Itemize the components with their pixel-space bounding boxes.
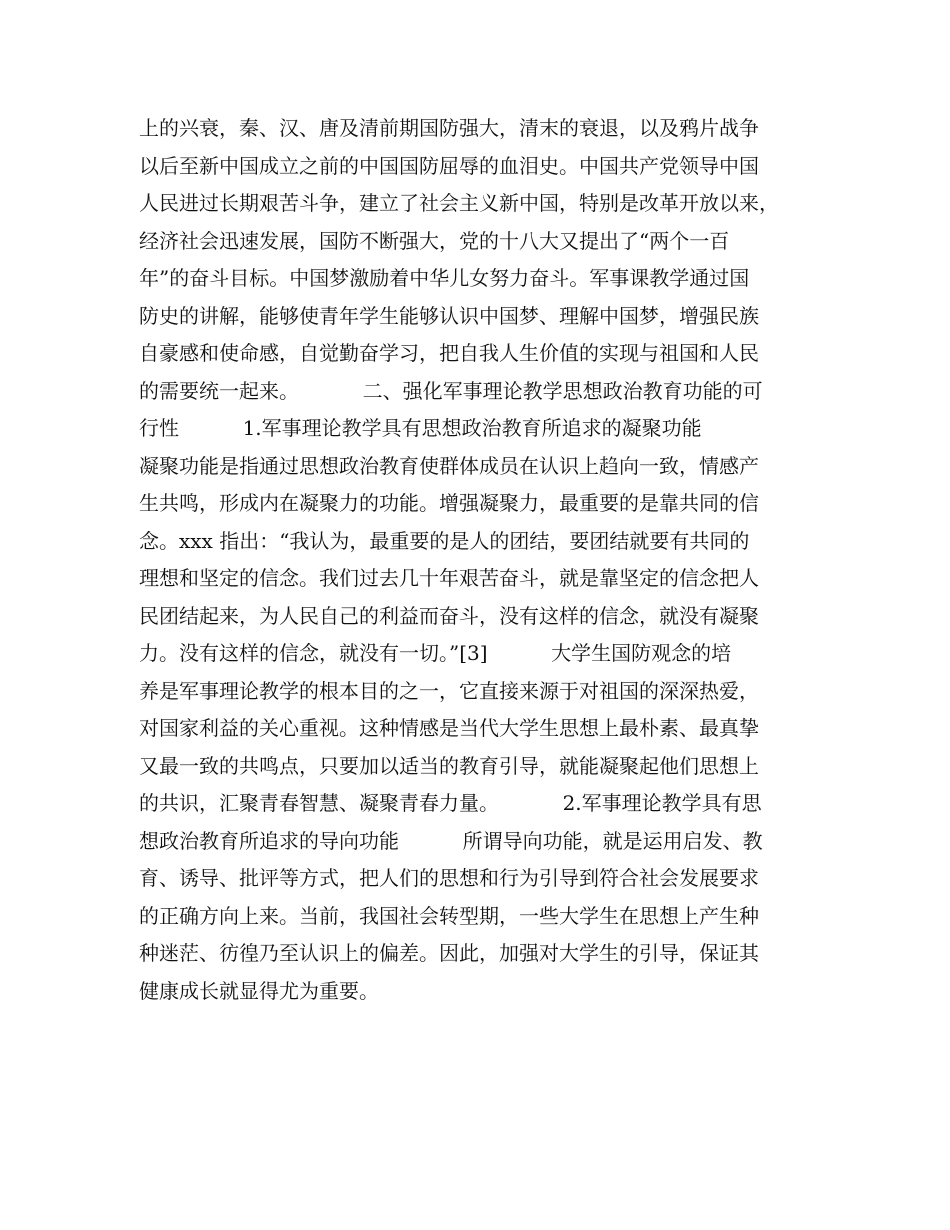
text-line: 养是军事理论教学的根本目的之一，它直接来源于对祖国的深深热爱， (139, 678, 759, 703)
text-line: 上的兴衰，秦、汉、唐及清前期国防强大，清末的衰退，以及鸦片战争 (139, 116, 759, 140)
text-line: 生共鸣，形成内在凝聚力的功能。增强凝聚力，最重要的是靠共同的信 (139, 491, 759, 515)
text-line: 念。xxx 指出：“我认为，最重要的是人的团结，要团结就要有共同的 (139, 528, 750, 553)
text-line: 健康成长就显得尤为重要。 (139, 978, 379, 1003)
text-line: 理想和坚定的信念。我们过去几十年艰苦奋斗，就是靠坚定的信念把人 (139, 566, 759, 590)
text-line: 经济社会迅速发展，国防不断强大，党的十八大又提出了“两个一百 (139, 228, 730, 253)
text-line: 凝聚功能是指通过思想政治教育使群体成员在认识上趋向一致，情感产 (139, 453, 759, 478)
body-text (139, 110, 839, 1010)
text-line: 想政治教育所追求的导向功能 所谓导向功能，就是运用启发、教 (139, 828, 763, 853)
text-line: 行性 1.军事理论教学具有思想政治教育所追求的凝聚功能 (139, 416, 702, 440)
text-line: 人民进过长期艰苦斗争，建立了社会主义新中国，特别是改革开放以来， (139, 191, 779, 215)
text-line: 的需要统一起来。 二、强化军事理论教学思想政治教育功能的可 (139, 378, 763, 403)
text-line: 力。没有这样的信念，就没有一切。”[3] 大学生国防观念的培 (139, 641, 732, 665)
text-line: 民团结起来，为人民自己的利益而奋斗，没有这样的信念，就没有凝聚 (139, 603, 759, 628)
text-line: 的共识，汇聚青春智慧、凝聚青春力量。 2.军事理论教学具有思 (139, 791, 762, 815)
text-line: 种迷茫、彷徨乃至认识上的偏差。因此，加强对大学生的引导，保证其 (139, 941, 759, 965)
text-line: 以后至新中国成立之前的中国国防屈辱的血泪史。中国共产党领导中国 (139, 153, 759, 178)
text-line: 又最一致的共鸣点，只要加以适当的教育引导，就能凝聚起他们思想上 (139, 753, 759, 778)
text-line: 的正确方向上来。当前，我国社会转型期，一些大学生在思想上产生种 (139, 903, 759, 928)
text-line: 自豪感和使命感，自觉勤奋学习，把自我人生价值的实现与祖国和人民 (139, 341, 759, 365)
text-line: 防史的讲解，能够使青年学生能够认识中国梦、理解中国梦，增强民族 (139, 303, 759, 328)
text-line: 对国家利益的关心重视。这种情感是当代大学生思想上最朴素、最真挚 (139, 716, 759, 740)
text-line: 年”的奋斗目标。中国梦激励着中华儿女努力奋斗。军事课教学通过国 (139, 266, 750, 290)
text-line: 育、诱导、批评等方式，把人们的思想和行为引导到符合社会发展要求 (139, 866, 759, 890)
